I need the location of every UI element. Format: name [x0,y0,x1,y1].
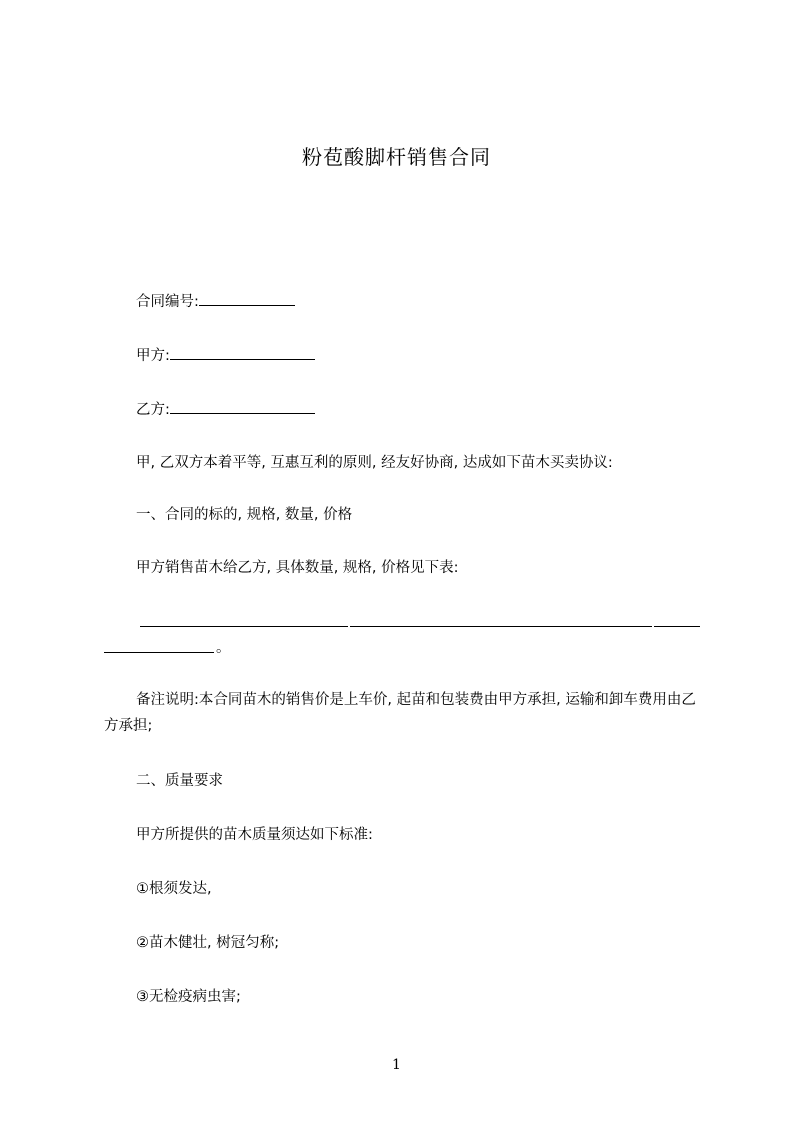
table-rule-4 [104,652,214,653]
page-number: 1 [392,1057,401,1073]
table-rule-1 [140,626,348,627]
party-b-label: 乙方: [136,402,170,418]
section2-intro: 甲方所提供的苗木质量须达如下标准: [136,827,373,843]
contract-number-label: 合同编号: [136,294,199,310]
quality-item-1: ①根须发达, [136,881,212,897]
document-title: 粉苞酸脚杆销售合同 [302,145,491,169]
party-b-blank [170,399,315,414]
party-a-label: 甲方: [136,348,170,364]
table-tail-mark: 。 [216,640,231,656]
table-rule-3 [654,626,700,627]
contract-number-blank [199,291,295,306]
contract-number-line [136,291,295,312]
section1-heading: 一、合同的标的, 规格, 数量, 价格 [136,507,353,523]
intro-paragraph: 甲, 乙双方本着平等, 互惠互利的原则, 经友好协商, 达成如下苗木买卖协议: [136,455,613,471]
section1-body: 甲方销售苗木给乙方, 具体数量, 规格, 价格见下表: [136,560,459,576]
party-a-line [136,345,315,366]
remark-paragraph: 备注说明:本合同苗木的销售价是上车价, 起苗和包装费由甲方承担, 运输和卸车费用由乙方承担; [104,692,696,734]
quality-item-3: ③无检疫病虫害; [136,989,241,1005]
party-b-line [136,399,315,420]
party-a-blank [170,345,315,360]
quality-item-2: ②苗木健壮, 树冠匀称; [136,935,280,951]
table-rule-2 [350,626,652,627]
section2-heading: 二、质量要求 [136,773,223,789]
